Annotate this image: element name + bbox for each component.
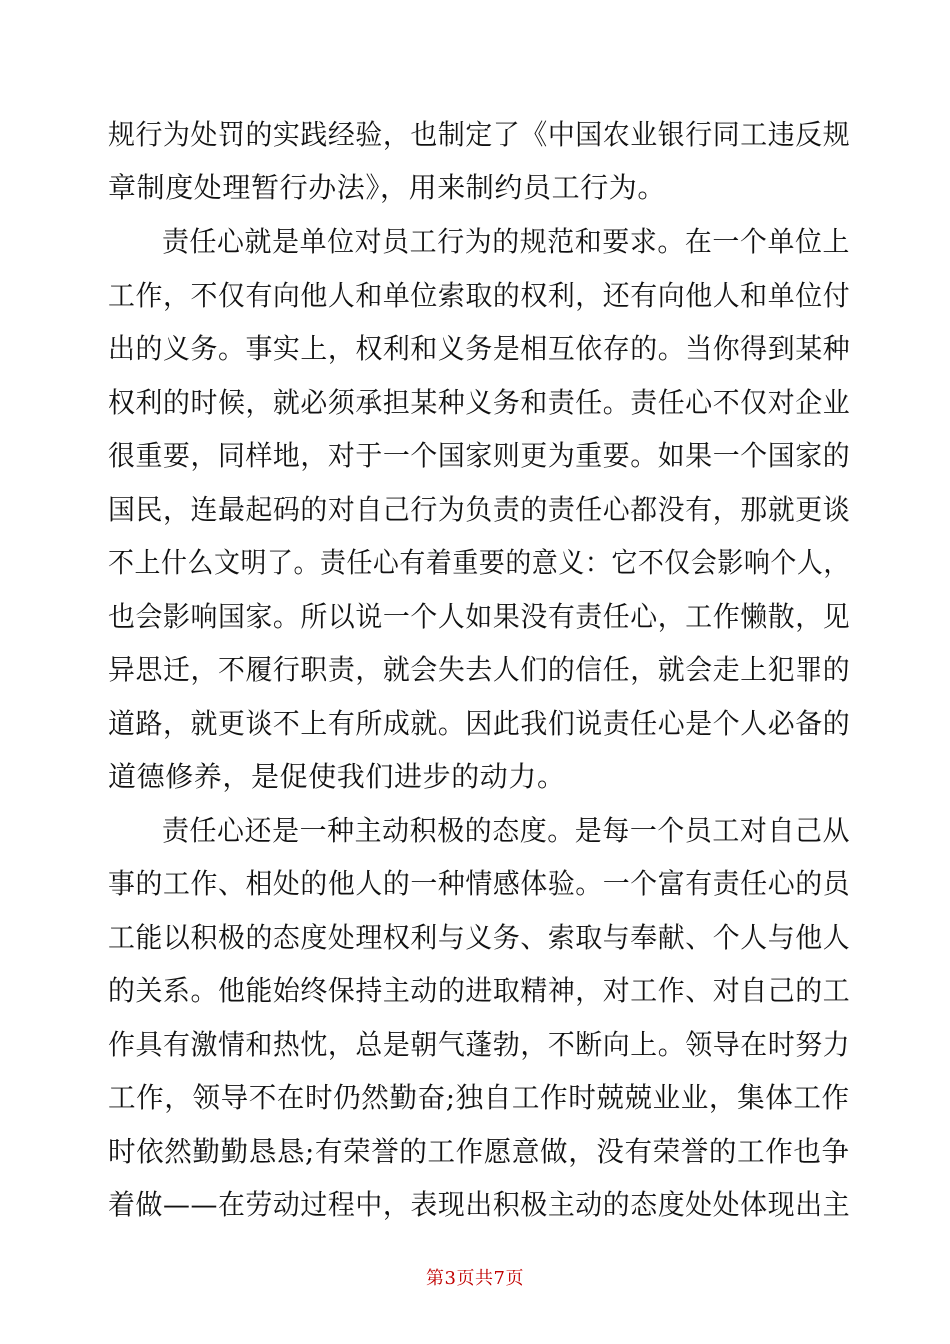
text-line: 异思迁，不履行职责，就会失去人们的信任，就会走上犯罪的 [108,653,851,686]
page-number: 第3页共7页 [426,1268,524,1289]
text-line: 的关系。他能始终保持主动的进取精神，对工作、对自己的工 [108,974,851,1007]
text-line: 工作，不仅有向他人和单位索取的权利，还有向他人和单位付 [108,279,851,312]
paragraph-first-line: 责任心就是单位对员工行为的规范和要求。在一个单位上 [162,225,851,258]
text-line: 国民，连最起码的对自己行为负责的责任心都没有，那就更谈 [108,493,851,526]
text-line: 工能以积极的态度处理权利与义务、索取与奉献、个人与他人 [108,921,851,954]
text-line: 工作，领导不在时仍然勤奋;独自工作时兢兢业业，集体工作 [108,1081,850,1114]
text-line: 道德修养，是促使我们进步的动力。 [108,760,566,793]
text-line: 很重要，同样地，对于一个国家则更为重要。如果一个国家的 [108,439,851,472]
text-line: 道路，就更谈不上有所成就。因此我们说责任心是个人必备的 [108,707,851,740]
text-line: 也会影响国家。所以说一个人如果没有责任心，工作懒散，见 [108,600,851,633]
paragraph-first-line: 责任心还是一种主动积极的态度。是每一个员工对自己从 [162,814,851,847]
text-line: 出的义务。事实上，权利和义务是相互依存的。当你得到某种 [108,332,851,365]
text-line: 规行为处罚的实践经验，也制定了《中国农业银行同工违反规 [108,118,851,151]
text-line: 事的工作、相处的他人的一种情感体验。一个富有责任心的员 [108,867,851,900]
text-line: 章制度处理暂行办法》，用来制约员工行为。 [108,171,667,204]
text-line: 着做——在劳动过程中，表现出积极主动的态度处处体现出主 [108,1188,851,1221]
text-line: 时依然勤勤恳恳;有荣誉的工作愿意做，没有荣誉的工作也争 [108,1135,850,1168]
text-line: 不上什么文明了。责任心有着重要的意义：它不仅会影响个人， [108,546,850,579]
text-line: 作具有激情和热忱，总是朝气蓬勃，不断向上。领导在时努力 [108,1028,851,1061]
text-line: 权利的时候，就必须承担某种义务和责任。责任心不仅对企业 [108,386,851,419]
